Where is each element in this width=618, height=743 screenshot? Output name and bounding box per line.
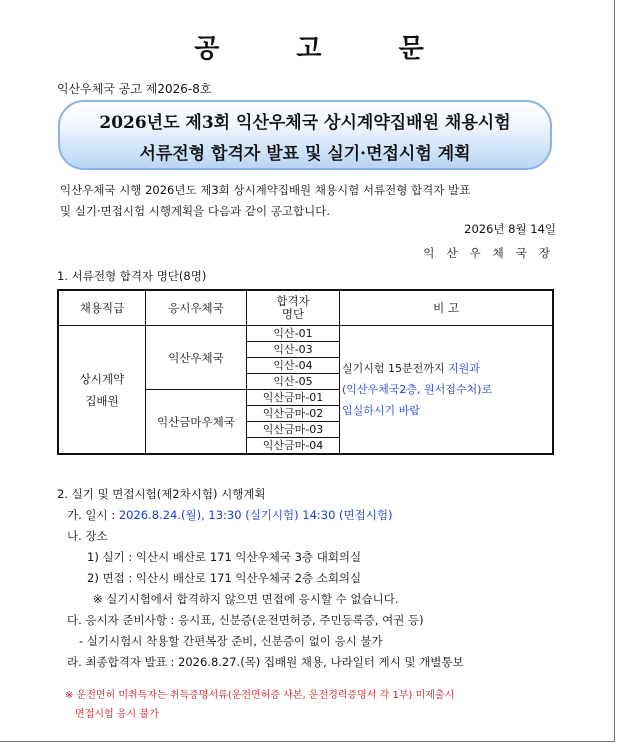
- intro-paragraph: [60, 180, 580, 222]
- note-line-1-a: 실기시험 15분전까지: [342, 362, 448, 375]
- venue-label: 나. 장소: [67, 529, 108, 543]
- header-recruit: 채용직급: [58, 290, 146, 326]
- final-announcement: 라. 최종합격자 발표 : 2026.8.27.(목) 집배원 채용, 나라일터 게시 및 개별통보: [67, 655, 464, 669]
- schedule-row: [57, 505, 597, 526]
- intro-line-2: 및 실기·면접시험 시행계획을 다음과 같이 공고합니다.: [60, 204, 330, 218]
- preparation-sub-note: - 실기시험시 착용할 간편복장 준비, 신분증이 없이 응시 불가: [79, 634, 383, 648]
- office-cell-iksan-geumma: 익산금마우체국: [146, 390, 247, 455]
- warning-line-2: 면접시험 응시 불가: [75, 709, 159, 720]
- intro-line-1: 익산우체국 시행 2026년도 제3회 상시계약집배원 채용시험 서류전형 합격자 발표: [60, 183, 471, 197]
- recruit-cell: [58, 326, 146, 455]
- recruit-line-1: 상시계약: [79, 371, 125, 386]
- header-office: 응시우체국: [146, 290, 247, 326]
- note-cell: [340, 326, 554, 455]
- schedule-label: 가. 일시 :: [67, 508, 119, 522]
- section-1-heading: 1. 서류전형 합격자 명단(8명): [57, 269, 207, 283]
- header-note: 비 고: [340, 290, 554, 326]
- schedule-value: 2026.8.24.(월), 13:30 (실기시험) 14:30 (면접시험): [118, 508, 393, 522]
- note-line-1: [342, 358, 552, 379]
- passer-code: 익산-03: [247, 342, 340, 358]
- venue-note: ※ 실기시험에서 합격하지 않으면 면접에 응시할 수 없습니다.: [93, 592, 399, 606]
- header-list-line-2: 명단: [281, 307, 305, 321]
- passer-code: 익산-05: [247, 374, 340, 390]
- header-list-line-1: 합격자: [276, 294, 310, 308]
- passer-code: 익산-04: [247, 358, 340, 374]
- section-2-heading: 2. 실기 및 면접시험(제2차시험) 시행계획: [57, 487, 266, 501]
- office-cell-iksan: 익산우체국: [146, 326, 247, 390]
- title-banner: [58, 100, 552, 170]
- license-warning: [65, 686, 575, 724]
- note-line-2: (익산우체국2층, 원서접수처)로: [342, 383, 493, 396]
- notice-date: 2026년 8월 14일: [464, 222, 556, 236]
- header-list: [247, 290, 340, 326]
- table-header-row: [58, 290, 553, 326]
- document-title: 공 고 문: [194, 34, 458, 64]
- venue-interview: 2) 면접 : 익산시 배산로 171 익산우체국 2층 소회의실: [87, 571, 362, 585]
- passer-code: 익산금마-04: [247, 438, 340, 455]
- note-line-1-b: 지원과: [448, 362, 480, 375]
- section-2: [57, 484, 597, 673]
- warning-line-1: ※ 운전면허 미취득자는 취득증명서류(운전면허증 사본, 운전경력증명서 각 1부) 미제출시: [65, 690, 455, 701]
- preparation-items: 다. 응시자 준비사항 : 응시표, 신분증(운전면허증, 주민등록증, 여권 등): [67, 613, 424, 627]
- issuing-office: 익산우체국장: [423, 246, 562, 260]
- banner-line-1: 2026년도 제3회 익산우체국 상시계약집배원 채용시험: [99, 113, 511, 133]
- passer-code: 익산금마-03: [247, 422, 340, 438]
- notice-number: 익산우체국 공고 제2026-8호: [57, 82, 212, 96]
- table-row: [58, 326, 553, 342]
- venue-practical: 1) 실기 : 익산시 배산로 171 익산우체국 3층 대회의실: [87, 550, 362, 564]
- note-line-3: 입실하시기 바람: [342, 404, 420, 417]
- passer-code: 익산-01: [247, 326, 340, 342]
- recruit-line-2: 집배원: [85, 393, 119, 408]
- passer-table: [57, 289, 554, 455]
- passer-code: 익산금마-02: [247, 406, 340, 422]
- banner-line-2: 서류전형 합격자 발표 및 실기·면접시험 계획: [139, 144, 471, 164]
- passer-code: 익산금마-01: [247, 390, 340, 406]
